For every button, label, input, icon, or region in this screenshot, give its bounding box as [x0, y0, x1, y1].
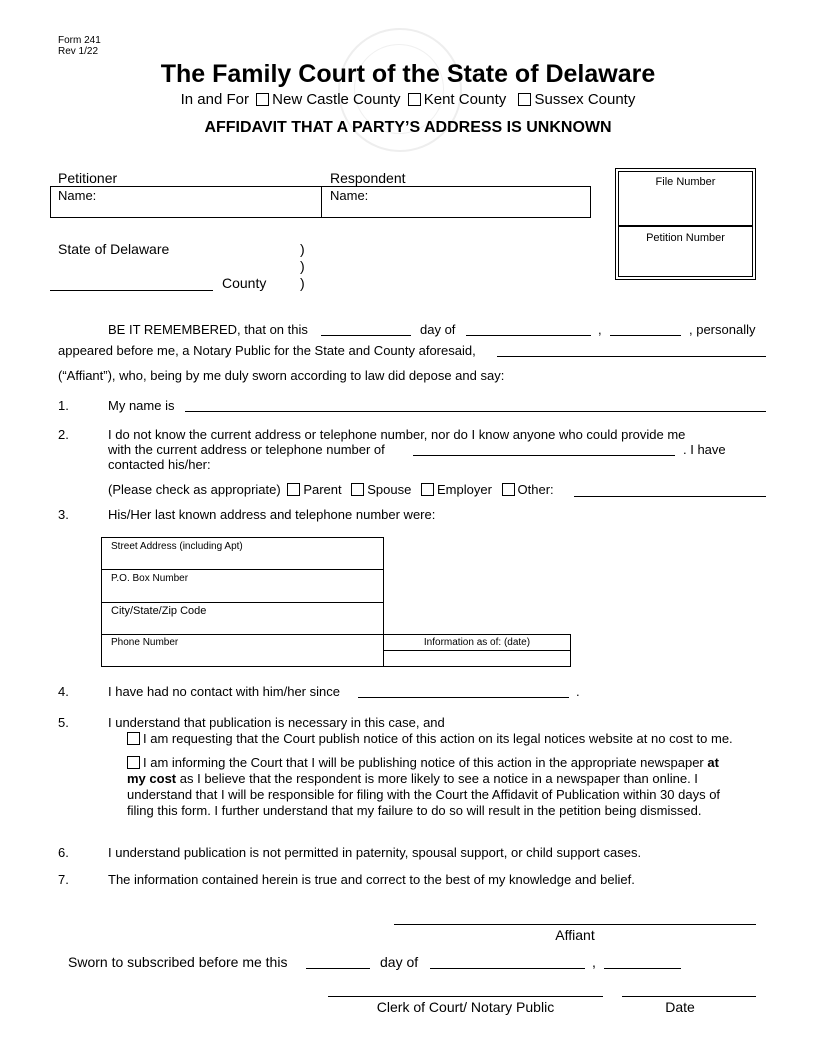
- respondent-name-label: Name:: [330, 188, 369, 203]
- kent-label: Kent County: [423, 91, 507, 108]
- item-5-text: I understand that publication is necessary in this case, and: [108, 715, 445, 730]
- other-line[interactable]: [574, 496, 766, 497]
- item-6-text: I understand publication is not permitted in paternity, spousal support, or child support cases.: [108, 845, 642, 860]
- item-2-text-b: with the current address or telephone number of: [108, 442, 385, 457]
- item-7-number: 7.: [58, 872, 69, 887]
- kent-checkbox[interactable]: [408, 93, 421, 106]
- date-signature-line[interactable]: [622, 996, 756, 997]
- form-revision: Rev 1/22: [58, 46, 99, 57]
- item-1-text: My name is: [108, 398, 175, 413]
- intro-sworn: (“Affiant”), who, being by me duly sworn according to law did depose and say:: [58, 368, 505, 383]
- venue-paren-1: ): [300, 241, 305, 257]
- item-2-text-a: I do not know the current address or telephone number, nor do I know anyone who could provide me: [108, 427, 686, 442]
- other-label: Other:: [517, 482, 554, 497]
- petition-number-label: Petition Number: [646, 232, 725, 244]
- item-1-number: 1.: [58, 398, 69, 413]
- venue-county-label: County: [222, 275, 267, 291]
- affiant-signature-line[interactable]: [394, 924, 756, 925]
- item-6-number: 6.: [58, 845, 69, 860]
- item-2-party-line[interactable]: [413, 455, 675, 456]
- respondent-name-field[interactable]: [324, 200, 584, 214]
- intro-personally: , personally: [689, 322, 756, 337]
- venue-county-line[interactable]: [50, 290, 213, 291]
- sussex-label: Sussex County: [534, 91, 636, 108]
- respondent-heading: Respondent: [330, 170, 406, 186]
- item-5-option-b: [124, 755, 774, 771]
- county-selection: [0, 91, 816, 108]
- spouse-label: Spouse: [367, 482, 412, 497]
- item-2-text-c: . I have: [683, 442, 726, 457]
- item-5-option-a: [124, 731, 733, 746]
- sworn-day-of: day of: [380, 954, 419, 970]
- sworn-month-line[interactable]: [430, 968, 585, 969]
- parent-label: Parent: [303, 482, 342, 497]
- newspaper-text-3: understand that I will be responsible for filing with the Court the Affidavit of Publication within 30 days of: [127, 787, 721, 802]
- item-3-number: 3.: [58, 507, 69, 522]
- file-number-label: File Number: [655, 176, 716, 188]
- parent-checkbox[interactable]: [287, 483, 300, 496]
- sworn-comma: ,: [592, 954, 596, 970]
- intro-day-line[interactable]: [321, 335, 411, 336]
- check-prefix: (Please check as appropriate): [108, 482, 281, 497]
- intro-month-line[interactable]: [466, 335, 591, 336]
- newspaper-bold-at: at: [707, 755, 719, 770]
- venue-state: State of Delaware: [58, 241, 170, 257]
- county-prefix: In and For: [180, 91, 249, 108]
- intro-remembered: BE IT REMEMBERED, that on this: [108, 322, 308, 337]
- newspaper-text-2: as I believe that the respondent is more likely to see a notice in a newspaper than online. I: [179, 771, 698, 786]
- other-checkbox[interactable]: [502, 483, 515, 496]
- clerk-label: Clerk of Court/ Notary Public: [376, 999, 555, 1015]
- item-4-number: 4.: [58, 684, 69, 699]
- petitioner-heading: Petitioner: [58, 170, 118, 186]
- party-divider: [321, 186, 322, 218]
- intro-comma: ,: [598, 322, 602, 337]
- item-4-text: I have had no contact with him/her since: [108, 684, 340, 699]
- info-date-label: Information as of: (date): [423, 637, 531, 648]
- form-number: Form 241: [58, 35, 101, 46]
- po-box-label: P.O. Box Number: [111, 573, 189, 584]
- intro-affiant-name-line[interactable]: [497, 356, 766, 357]
- document-title: AFFIDAVIT THAT A PARTY’S ADDRESS IS UNKNOWN: [204, 119, 612, 136]
- new-castle-checkbox[interactable]: [256, 93, 269, 106]
- venue-paren-3: ): [300, 275, 305, 291]
- sworn-text: Sworn to subscribed before me this: [68, 954, 288, 970]
- phone-number-label: Phone Number: [111, 637, 179, 648]
- item-5-option-b-line2: [127, 771, 777, 787]
- date-label: Date: [665, 999, 695, 1015]
- street-address-label: Street Address (including Apt): [111, 541, 243, 552]
- intro-appeared: appeared before me, a Notary Public for the State and County aforesaid,: [58, 343, 476, 358]
- petitioner-name-field[interactable]: [52, 200, 318, 214]
- court-title: The Family Court of the State of Delaware: [160, 60, 656, 88]
- sworn-day-line[interactable]: [306, 968, 370, 969]
- intro-year-line[interactable]: [610, 335, 681, 336]
- court-publish-label: I am requesting that the Court publish notice of this action on its legal notices website at no cost to me.: [143, 731, 733, 746]
- item-7-text: The information contained herein is true and correct to the best of my knowledge and belief.: [108, 872, 635, 887]
- court-publish-checkbox[interactable]: [127, 732, 140, 745]
- item-2-number: 2.: [58, 427, 69, 442]
- venue-paren-2: ): [300, 258, 305, 274]
- employer-checkbox[interactable]: [421, 483, 434, 496]
- newspaper-text-4: filing this form. I further understand that my failure to do so will result in the petition being dismissed.: [127, 803, 702, 818]
- item-2-text-d: contacted his/her:: [108, 457, 211, 472]
- sussex-checkbox[interactable]: [518, 93, 531, 106]
- item-5-number: 5.: [58, 715, 69, 730]
- item-3-text: His/Her last known address and telephone number were:: [108, 507, 436, 522]
- affiant-label: Affiant: [555, 927, 595, 943]
- item-1-name-line[interactable]: [185, 411, 766, 412]
- item-4-period: .: [576, 684, 580, 699]
- spouse-checkbox[interactable]: [351, 483, 364, 496]
- newspaper-bold-cost: my cost: [127, 771, 177, 786]
- petitioner-name-label: Name:: [58, 188, 97, 203]
- item-4-date-line[interactable]: [358, 697, 569, 698]
- intro-day-of: day of: [420, 322, 456, 337]
- sworn-year-line[interactable]: [604, 968, 681, 969]
- clerk-signature-line[interactable]: [328, 996, 603, 997]
- info-date-field[interactable]: [383, 650, 571, 667]
- employer-label: Employer: [436, 482, 492, 497]
- city-state-zip-label: City/State/Zip Code: [111, 605, 207, 617]
- item-2-checklist: [108, 482, 554, 497]
- new-castle-label: New Castle County: [272, 91, 401, 108]
- newspaper-text-1: I am informing the Court that I will be publishing notice of this action in the appropriate newspaper: [143, 755, 704, 770]
- newspaper-publish-checkbox[interactable]: [127, 756, 140, 769]
